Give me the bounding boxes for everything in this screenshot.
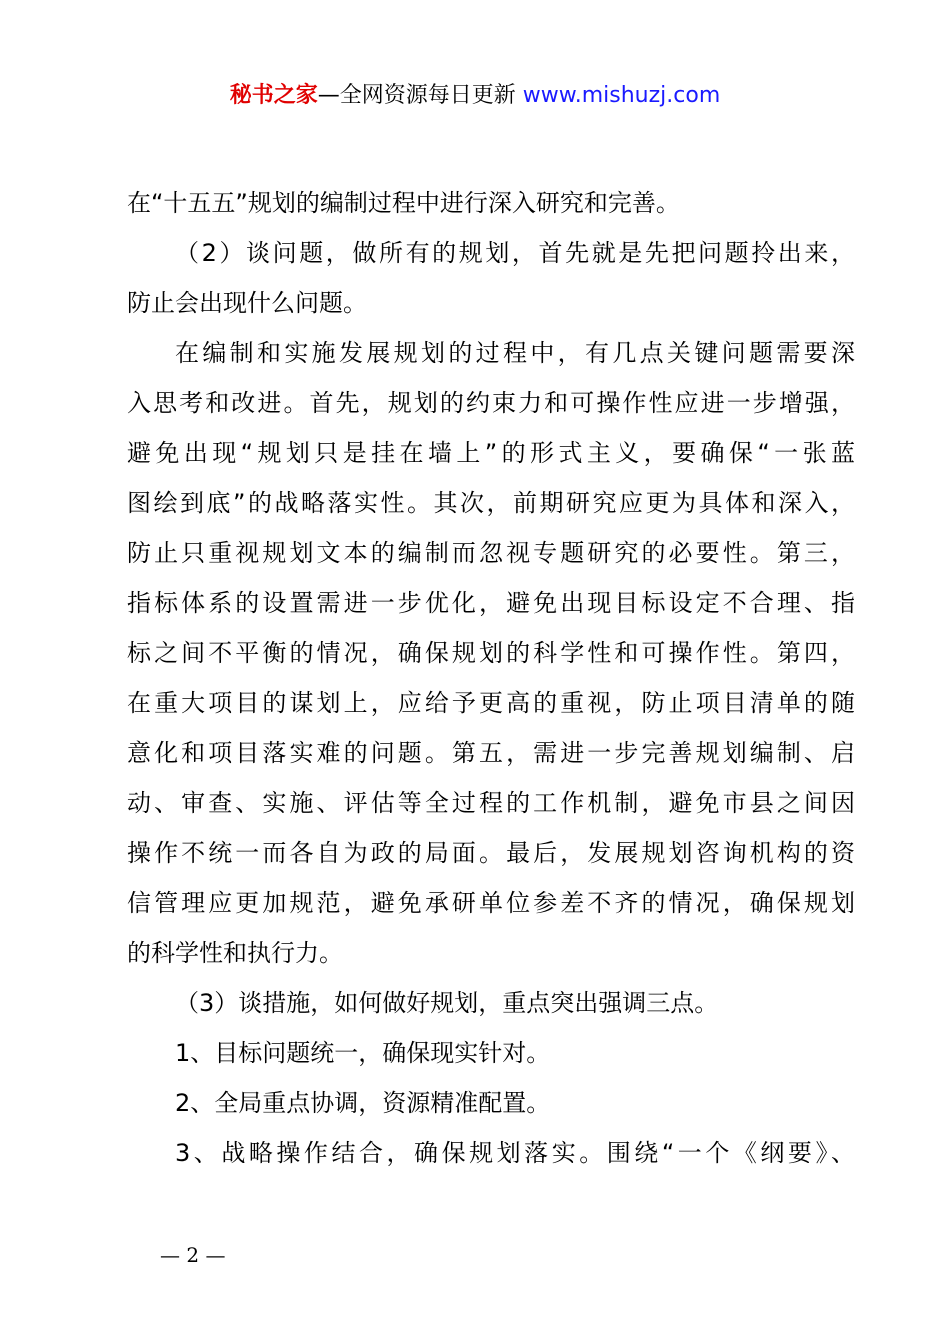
text-line: 在“十五五”规划的编制过程中进行深入研究和完善。	[127, 189, 680, 217]
text-line: 1、目标问题统一，确保现实针对。	[175, 1039, 551, 1067]
text-line: 3、战略操作结合，确保规划落实。围绕“一个《纲要》、	[175, 1139, 855, 1167]
site-brand: 秘书之家	[229, 83, 318, 108]
site-header	[0, 80, 950, 112]
text-line: 指标体系的设置需进一步优化，避免出现目标设定不合理、指	[127, 589, 855, 617]
site-url-link[interactable]: www.mishuzj.com	[522, 83, 721, 108]
page-number: — 2 —	[160, 1243, 226, 1267]
text-line: 信管理应更加规范，避免承研单位参差不齐的情况，确保规划	[127, 889, 855, 917]
text-line: 标之间不平衡的情况，确保规划的科学性和可操作性。第四，	[127, 639, 855, 667]
text-line: 入思考和改进。首先，规划的约束力和可操作性应进一步增强，	[127, 389, 855, 417]
text-line: （2）谈问题，做所有的规划，首先就是先把问题拎出来，	[175, 239, 855, 267]
text-line: 操作不统一而各自为政的局面。最后，发展规划咨询机构的资	[127, 839, 855, 867]
document-body	[127, 178, 855, 1178]
text-line: 图绘到底”的战略落实性。其次，前期研究应更为具体和深入，	[127, 489, 855, 517]
text-line: 动、审查、实施、评估等全过程的工作机制，避免市县之间因	[127, 789, 855, 817]
text-line: 防止只重视规划文本的编制而忽视专题研究的必要性。第三，	[127, 539, 855, 567]
text-line: 在重大项目的谋划上，应给予更高的重视，防止项目清单的随	[127, 689, 855, 717]
text-line: 的科学性和执行力。	[127, 939, 343, 967]
text-line: 在编制和实施发展规划的过程中，有几点关键问题需要深	[175, 339, 855, 367]
text-line: 意化和项目落实难的问题。第五，需进一步完善规划编制、启	[127, 739, 855, 767]
site-tagline: —全网资源每日更新	[317, 83, 516, 108]
text-line: （3）谈措施，如何做好规划，重点突出强调三点。	[175, 989, 719, 1017]
text-line: 避免出现“规划只是挂在墙上”的形式主义，要确保“一张蓝	[127, 439, 855, 467]
text-line: 防止会出现什么问题。	[127, 289, 367, 317]
text-line: 2、全局重点协调，资源精准配置。	[175, 1089, 551, 1117]
